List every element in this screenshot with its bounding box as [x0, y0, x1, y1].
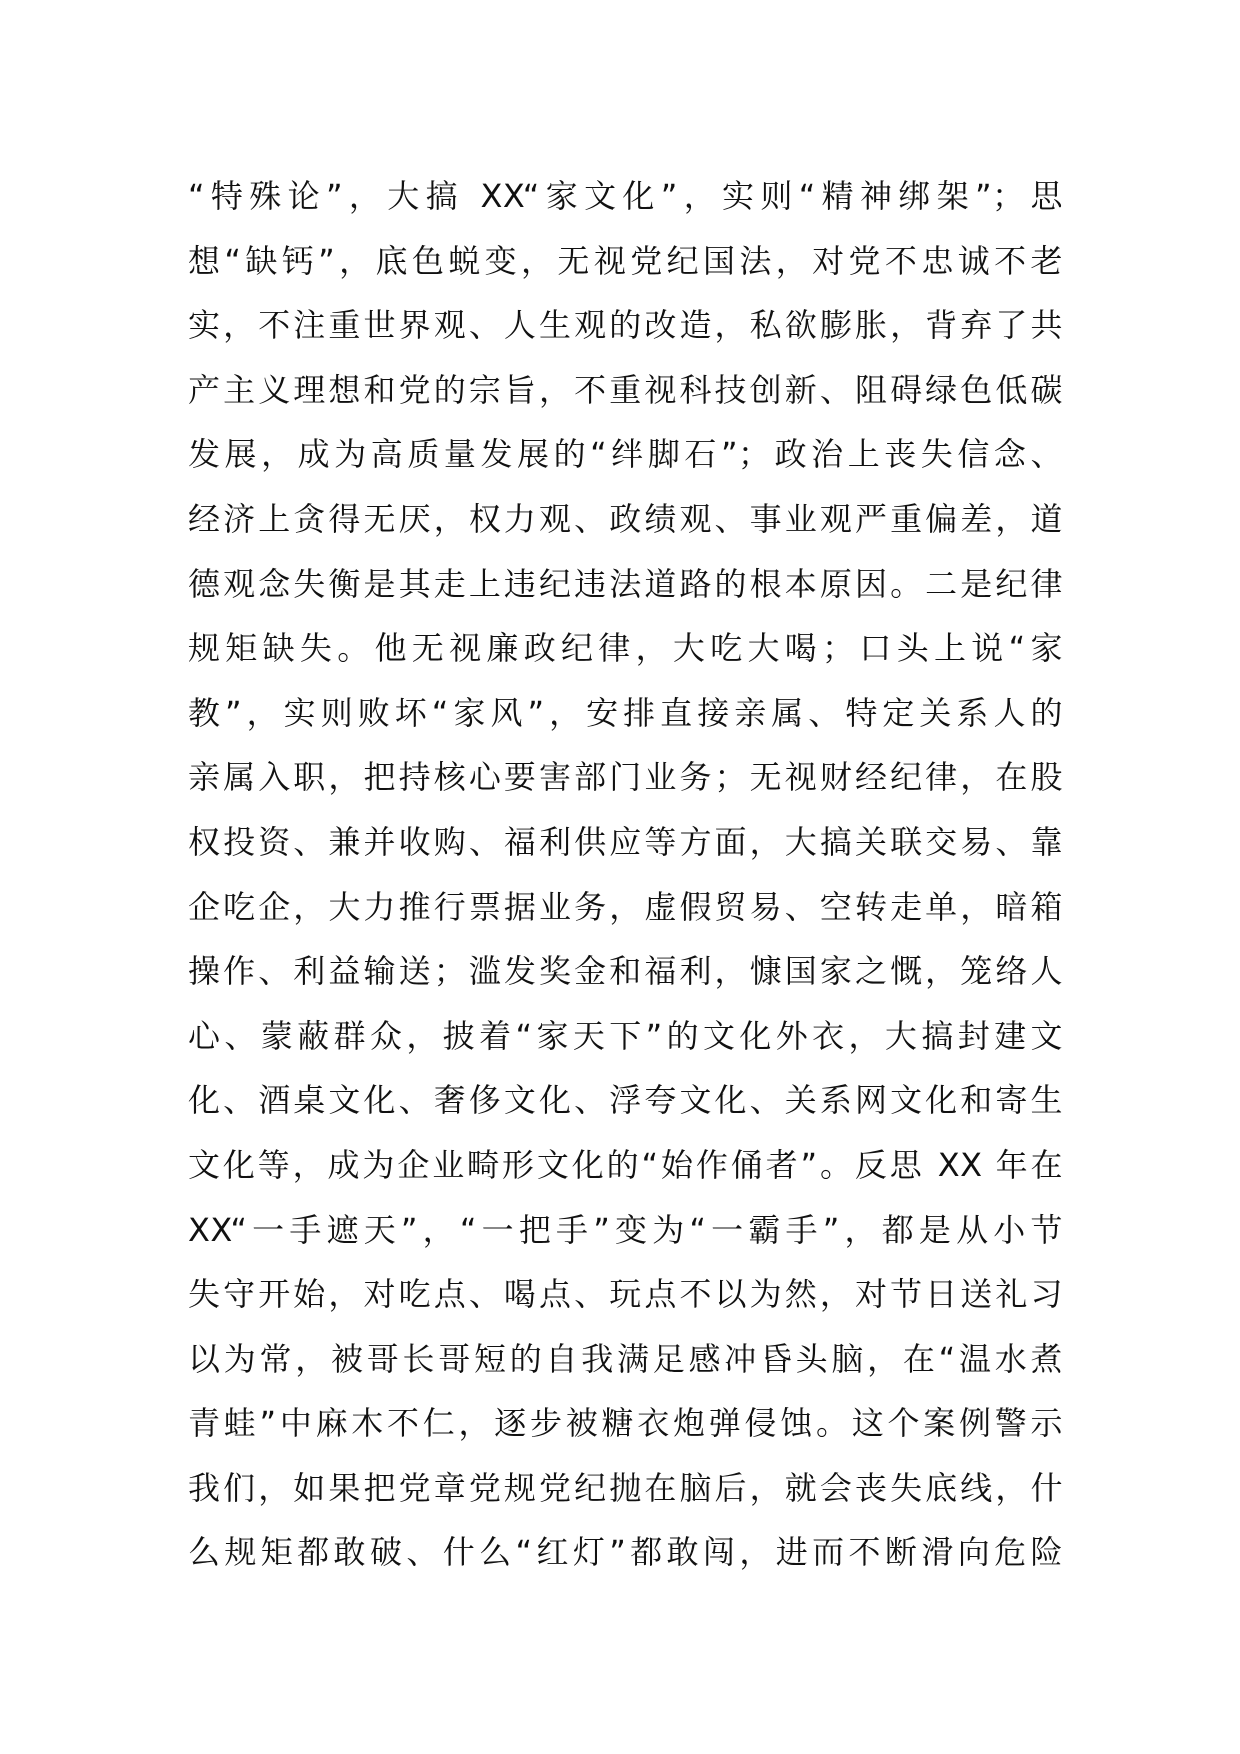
text-line: 教”，实则败坏“家风”，安排直接亲属、特定关系人的 — [188, 693, 1063, 732]
text-line: 亲属入职，把持核心要害部门业务；无视财经纪律，在股 — [188, 758, 1063, 797]
text-line: 心、蒙蔽群众，披着“家天下”的文化外衣，大搞封建文 — [188, 1016, 1063, 1055]
text-line: 德观念失衡是其走上违纪违法道路的根本原因。二是纪律 — [188, 564, 1063, 603]
text-line: 我们，如果把党章党规党纪抛在脑后，就会丧失底线，什 — [188, 1468, 1063, 1507]
text-line: 操作、利益输送；滥发奖金和福利，慷国家之慨，笼络人 — [188, 952, 1063, 991]
text-line: 想“缺钙”，底色蜕变，无视党纪国法，对党不忠诚不老 — [188, 241, 1063, 280]
body-paragraph — [188, 164, 1063, 1585]
text-line: XX“一手遮天”，“一把手”变为“一霸手”，都是从小节 — [188, 1210, 1063, 1249]
text-line: 失守开始，对吃点、喝点、玩点不以为然，对节日送礼习 — [188, 1275, 1063, 1314]
text-line: “特殊论”，大搞 XX“家文化”，实则“精神绑架”；思 — [188, 177, 1063, 215]
text-line: 企吃企，大力推行票据业务，虚假贸易、空转走单，暗箱 — [188, 887, 1063, 926]
text-line: 实，不注重世界观、人生观的改造，私欲膨胀，背弃了共 — [188, 306, 1063, 345]
text-line: 化、酒桌文化、奢侈文化、浮夸文化、关系网文化和寄生 — [188, 1081, 1063, 1120]
text-line: 权投资、兼并收购、福利供应等方面，大搞关联交易、靠 — [188, 822, 1063, 861]
text-line: 经济上贪得无厌，权力观、政绩观、事业观严重偏差，道 — [188, 499, 1063, 538]
text-line: 么规矩都敢破、什么“红灯”都敢闯，进而不断滑向危险 — [188, 1533, 1063, 1572]
text-line: 发展，成为高质量发展的“绊脚石”；政治上丧失信念、 — [188, 435, 1063, 474]
text-line: 文化等，成为企业畸形文化的“始作俑者”。反思 XX 年在 — [188, 1145, 1063, 1184]
text-line: 产主义理想和党的宗旨，不重视科技创新、阻碍绿色低碳 — [188, 370, 1063, 409]
text-line: 以为常，被哥长哥短的自我满足感冲昏头脑，在“温水煮 — [188, 1339, 1063, 1378]
text-line: 规矩缺失。他无视廉政纪律，大吃大喝；口头上说“家 — [188, 629, 1063, 668]
text-line: 青蛙”中麻木不仁，逐步被糖衣炮弹侵蚀。这个案例警示 — [188, 1404, 1063, 1443]
